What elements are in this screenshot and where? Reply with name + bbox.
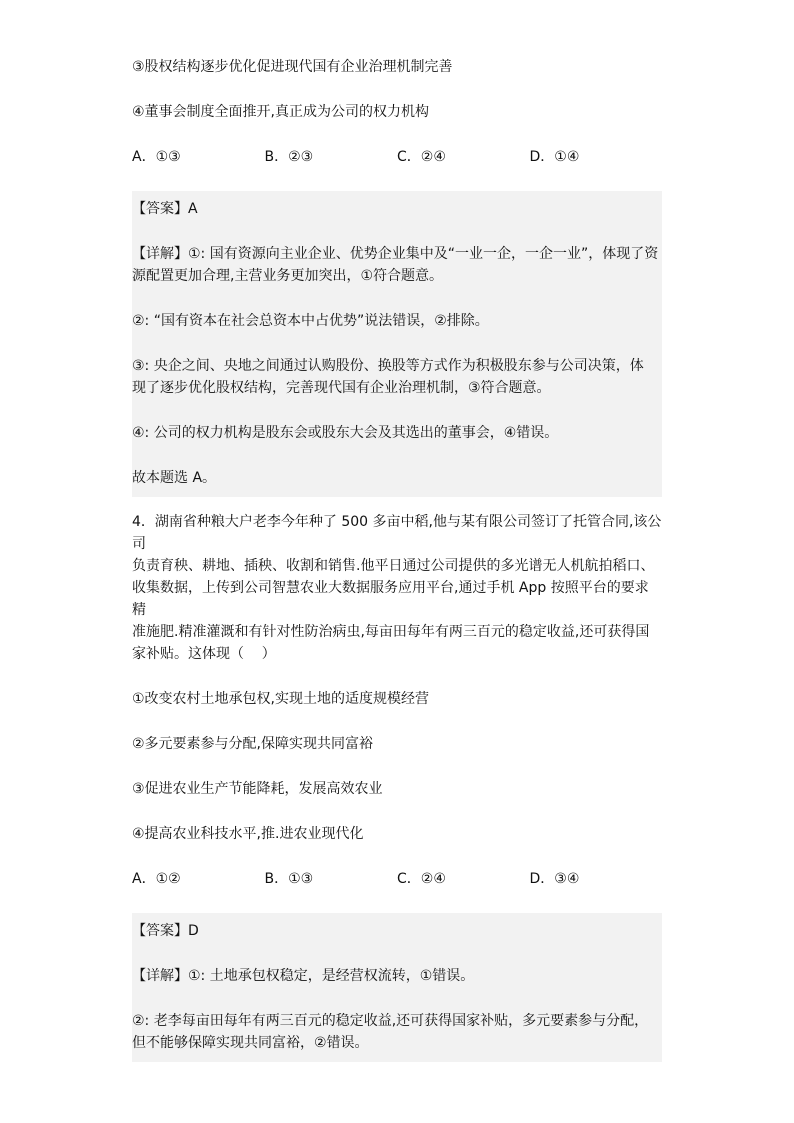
q3-detail-2: ②: “国有资本在社会总资本中占优势”说法错误，②排除。: [132, 313, 489, 329]
q3-detail-3-line-2: 现了逐步优化股权结构，完善现代国有企业治理机制，③符合题意。: [132, 380, 551, 396]
q3-detail-4: ④: 公司的权力机构是股东会或股东大会及其选出的董事会，④错误。: [132, 425, 559, 441]
q3-detail-3-line-1: ③: 央企之间、央地之间通过认购股份、换股等方式作为积极股东参与公司决策，体: [132, 358, 644, 374]
q3-detail-3: [132, 355, 662, 399]
q3-answer-box: [132, 191, 662, 497]
q4-stem-line-2: 负责育秧、耕地、插秧、收割和销售.他平日通过公司提供的多光谱无人机航拍稻口、: [132, 558, 655, 574]
q3-choice-a: A．①③: [132, 149, 181, 165]
q4-option-3: ③促进农业生产节能降耗，发展高效农业: [132, 781, 383, 797]
q3-choice-d: D．①④: [529, 149, 580, 165]
q3-conclusion: 故本题选 A。: [132, 470, 217, 486]
q3-detail-1: [132, 243, 662, 287]
q4-choice-c: C．②④: [397, 871, 446, 887]
q3-option-4: ④董事会制度全面推开,真正成为公司的权力机构: [132, 104, 429, 120]
q4-detail-2-line-2: 但不能够保障实现共同富裕，②错误。: [132, 1035, 369, 1051]
q4-option-2: ②多元要素参与分配,保障实现共同富裕: [132, 736, 373, 752]
q4-stem-line-5: 家补贴。这体现（ ）: [132, 646, 276, 662]
q3-choices: [132, 146, 662, 168]
q4-stem: [132, 511, 662, 665]
q3-choice-c: C．②④: [397, 149, 446, 165]
q4-option-1: ①改变农村土地承包权,实现土地的适度规模经营: [132, 691, 429, 707]
q4-detail-1: 【详解】①: 土地承包权稳定，是经营权流转，①错误。: [132, 968, 475, 984]
q3-detail-1-line-2: 源配置更加合理,主营业务更加突出，①符合题意。: [132, 268, 443, 284]
document-page: [132, 56, 662, 1062]
q4-choices: [132, 868, 662, 890]
q4-choice-b: B．①③: [264, 871, 314, 887]
q4-option-4: ④提高农业科技水平,推.进农业现代化: [132, 826, 364, 842]
q4-choice-d: D．③④: [529, 871, 580, 887]
q3-answer: 【答案】A: [132, 201, 198, 217]
q3-option-3: ③股权结构逐步优化促进现代国有企业治理机制完善: [132, 59, 453, 75]
q3-detail-1-line-1: 【详解】①: 国有资源向主业企业、优势企业集中及“一业一企，一企一业”，体现了资: [132, 246, 659, 262]
q4-detail-2: [132, 1010, 662, 1054]
q4-answer: 【答案】D: [132, 923, 199, 939]
q4-stem-line-4: 准施肥.精准灌溉和有针对性防治病虫,每亩田每年有两三百元的稳定收益,还可获得国: [132, 624, 650, 640]
q4-answer-box: [132, 913, 662, 1062]
q4-detail-2-line-1: ②: 老李每亩田每年有两三百元的稳定收益,还可获得国家补贴，多元要素参与分配，: [132, 1013, 649, 1029]
q3-choice-b: B．②③: [264, 149, 314, 165]
q4-choice-a: A．①②: [132, 871, 181, 887]
q4-stem-line-1: 4．湖南省种粮大户老李今年种了 500 多亩中稻,他与某有限公司签订了托管合同,该公司: [132, 514, 662, 552]
q4-stem-line-3: 收集数据，上传到公司智慧农业大数据服务应用平台,通过手机 App 按照平台的要求精: [132, 580, 649, 618]
